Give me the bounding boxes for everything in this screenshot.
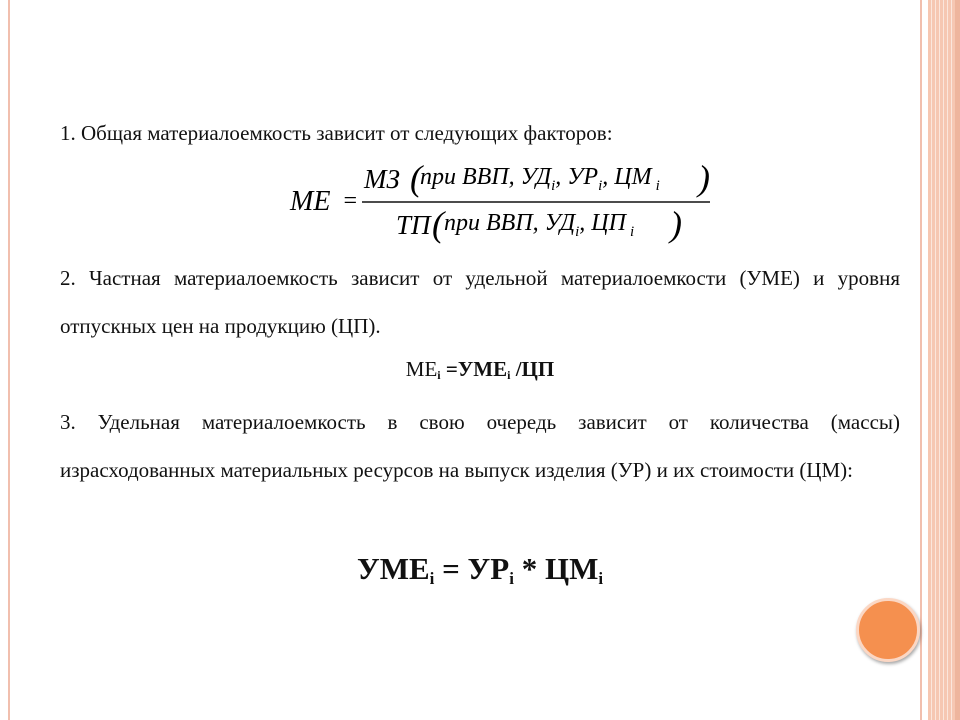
formula3-eq-ur: = УР — [434, 551, 510, 586]
numerator-open-paren: ( — [410, 158, 422, 198]
numerator-args-a: при ВВП, УД — [420, 164, 552, 190]
numerator-sub-a: i — [551, 178, 556, 194]
formula-total-material-intensity — [286, 150, 716, 246]
denominator-close-paren: ) — [670, 204, 682, 244]
point-3-text: 3. Удельная материалоемкость в свою очередь зависит от количества (массы) израсходованных материальных ресурсов на выпуск изделия (УР) и их стоимости (ЦМ): — [60, 410, 900, 482]
numerator-mz: МЗ — [364, 164, 400, 194]
denominator-sub-a: i — [575, 224, 580, 240]
formula3-mul-cm: * ЦМ — [513, 551, 599, 586]
denominator-sub-b: i — [629, 224, 635, 240]
denominator-args — [444, 210, 634, 240]
formula-equals: = — [342, 188, 359, 214]
denominator-args-b: , ЦП — [579, 210, 626, 236]
numerator-args — [420, 164, 660, 194]
denominator-args-a: при ВВП, УД — [444, 210, 576, 236]
numerator-close-paren: ) — [698, 158, 710, 198]
denominator-tp: ТП — [396, 210, 431, 240]
formula-lhs: МЕ — [290, 186, 331, 217]
formula3-ume-sub: i — [429, 569, 435, 588]
formula2-div: /ЦП — [515, 357, 555, 381]
numerator-sub-b: i — [598, 178, 603, 194]
formula3-cm-sub: i — [598, 569, 604, 588]
numerator-args-c: , ЦМ — [602, 164, 652, 190]
formula2-eq-ume: =УМЕ — [445, 357, 508, 381]
formula-partial-material-intensity — [0, 357, 960, 383]
point-2-text: 2. Частная материалоемкость зависит от удельной материалоемкости (УМЕ) и уровня отпускных цен на продукцию (ЦП). — [60, 266, 900, 338]
formula2-me: МЕ — [405, 357, 438, 381]
denominator-open-paren: ( — [432, 204, 444, 244]
decorative-circle-icon — [856, 598, 920, 662]
point-1-text: 1. Общая материалоемкость зависит от следующих факторов: — [60, 121, 613, 145]
formula-specific-material-intensity — [0, 551, 960, 589]
formula3-ur-sub: i — [509, 569, 514, 588]
formula3-ume: УМЕ — [356, 551, 430, 586]
formula2-me-sub: i — [437, 368, 441, 382]
numerator-sub-c: i — [655, 178, 660, 194]
numerator-args-b: , УР — [555, 164, 599, 190]
formula2-ume-sub: i — [507, 368, 511, 382]
